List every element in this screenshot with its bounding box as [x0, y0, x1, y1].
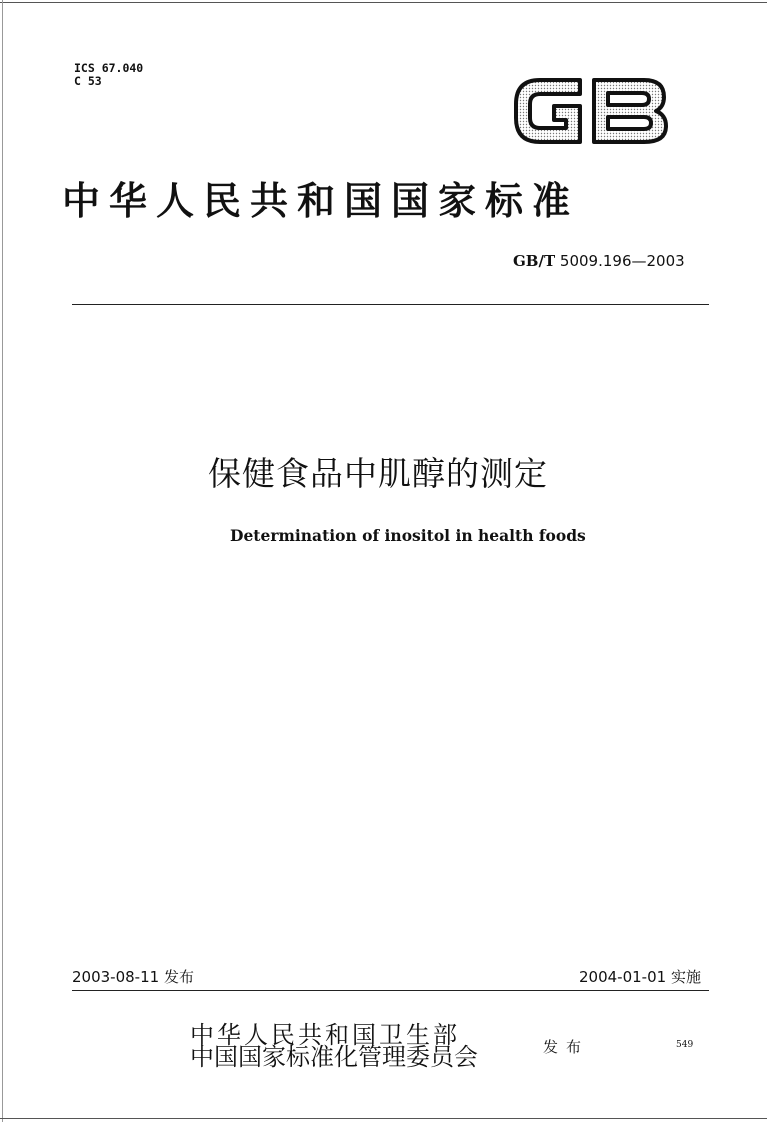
ccs-code: C 53 — [74, 74, 102, 88]
issuer-standardization-administration: 中国国家标准化管理委员会 — [190, 1043, 478, 1071]
publish-label: 发布 — [543, 1038, 590, 1056]
classification-codes — [74, 62, 143, 88]
document-title-english: Determination of inositol in health foods — [230, 526, 586, 545]
ics-code: ICS 67.040 — [74, 61, 144, 75]
header-divider — [72, 304, 709, 305]
gb-standard-logo — [510, 72, 670, 150]
issue-date: 2003-08-11 发布 — [72, 968, 194, 986]
issuer-ministry-of-health: 中华人民共和国卫生部 — [190, 1021, 460, 1049]
national-standard-title: 中华人民共和国国家标准 — [62, 178, 580, 223]
standard-number — [513, 252, 685, 270]
document-title-chinese: 保健食品中肌醇的测定 — [208, 454, 548, 493]
standard-number-value: 5009.196—2003 — [559, 252, 685, 270]
page-edge-left — [2, 0, 3, 1122]
page-edge-bottom — [0, 1118, 767, 1119]
standard-number-prefix: GB/T — [513, 252, 556, 270]
page-edge-top — [0, 2, 767, 3]
implementation-date: 2004-01-01 实施 — [579, 968, 701, 986]
page-number: 549 — [676, 1040, 694, 1050]
issuing-authorities — [190, 1021, 530, 1071]
footer-divider — [72, 990, 709, 991]
